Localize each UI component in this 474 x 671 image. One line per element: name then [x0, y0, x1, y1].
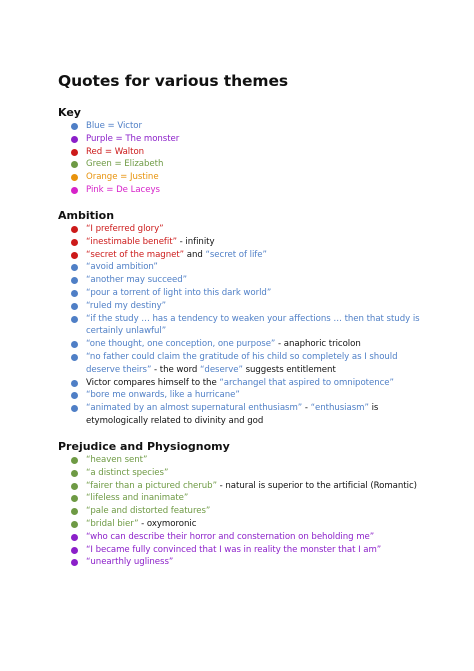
purple-bullet-icon: [71, 534, 78, 541]
list-item: [71, 518, 431, 531]
quote-text: Pink = De Laceys: [86, 184, 160, 195]
green-bullet-icon: [71, 483, 78, 490]
quote-text: “who can describe their horror and consternation on beholding me”: [86, 531, 375, 542]
quote-text: Red = Walton: [86, 146, 145, 157]
quote-text: “pale and distorted features”: [86, 506, 211, 517]
list-item: [71, 158, 431, 171]
list-item: [71, 556, 431, 569]
list-item: [71, 133, 431, 146]
quote-text: “secret of the magnet”: [86, 249, 185, 260]
list-item: [71, 261, 431, 274]
purple-bullet-icon: [71, 136, 78, 143]
list-item: [71, 274, 431, 287]
quote-text: “pour a torrent of light into this dark world”: [86, 287, 272, 298]
list-item: [71, 454, 431, 467]
blue-bullet-icon: [71, 316, 78, 323]
blue-bullet-icon: [71, 392, 78, 399]
blue-bullet-icon: [71, 264, 78, 271]
list-item: [71, 544, 431, 557]
green-bullet-icon: [71, 161, 78, 168]
quote-text: “bridal bier”: [86, 518, 139, 529]
blue-bullet-icon: [71, 290, 78, 297]
quote-text: “secret of life”: [205, 249, 267, 260]
list-item: [71, 505, 431, 518]
green-bullet-icon: [71, 521, 78, 528]
quote-text: “no father could claim the gratitude of his child so completely as I should deserve theirs”: [86, 351, 398, 375]
list-item: [71, 351, 431, 377]
list-item: [71, 402, 431, 428]
quote-text: Green = Elizabeth: [86, 159, 164, 170]
quote-text: “unearthly ugliness”: [86, 557, 174, 568]
list-item: [71, 146, 431, 159]
red-bullet-icon: [71, 239, 78, 246]
commentary-text: and: [184, 249, 206, 260]
page-title: Quotes for various themes: [58, 72, 289, 90]
purple-bullet-icon: [71, 547, 78, 554]
list-item: [71, 171, 431, 184]
quote-text: “lifeless and inanimate”: [86, 493, 189, 504]
quote-text: Purple = The monster: [86, 133, 180, 144]
section-heading-ambition: Ambition: [58, 209, 115, 222]
green-bullet-icon: [71, 495, 78, 502]
list-item: [71, 313, 431, 339]
list-item: [71, 531, 431, 544]
commentary-text: suggests entitlement: [242, 364, 336, 375]
commentary-text: - the word: [151, 364, 201, 375]
list-item: [71, 287, 431, 300]
commentary-text: - infinity: [176, 236, 215, 247]
list-item: [71, 389, 431, 402]
quote-text: “enthusiasm”: [310, 403, 369, 414]
commentary-text: - anaphoric tricolon: [275, 339, 361, 350]
quote-text: “bore me onwards, like a hurricane”: [86, 390, 240, 401]
quote-text: Orange = Justine: [86, 172, 159, 183]
list-item: [71, 338, 431, 351]
quote-text: “I preferred glory”: [86, 224, 164, 234]
list-item: [71, 492, 431, 505]
list-item: [71, 377, 431, 390]
quote-text: “ruled my destiny”: [86, 300, 167, 311]
quote-text: “a distinct species”: [86, 467, 169, 478]
quote-text: “archangel that aspired to omnipotence”: [219, 377, 394, 388]
blue-bullet-icon: [71, 303, 78, 310]
quote-text: “animated by an almost supernatural enthusiasm”: [86, 403, 303, 414]
blue-bullet-icon: [71, 380, 78, 387]
prejudice-list: [71, 454, 431, 569]
purple-bullet-icon: [71, 559, 78, 566]
green-bullet-icon: [71, 508, 78, 515]
list-item: [71, 300, 431, 313]
ambition-list: [71, 223, 431, 428]
quote-text: “I became fully convinced that I was in reality the monster that I am”: [86, 544, 382, 555]
quote-text: “another may succeed”: [86, 275, 188, 286]
blue-bullet-icon: [71, 354, 78, 361]
quote-text: “fairer than a pictured cherub”: [86, 480, 217, 491]
green-bullet-icon: [71, 457, 78, 464]
list-item: [71, 480, 431, 493]
commentary-text: Victor compares himself to the: [86, 377, 220, 388]
green-bullet-icon: [71, 470, 78, 477]
commentary-text: - natural is superior to the artificial (Romantic): [216, 480, 417, 491]
quote-text: “one thought, one conception, one purpose”: [86, 339, 276, 350]
quote-text: “heaven sent”: [86, 455, 148, 465]
list-item: [71, 223, 431, 236]
red-bullet-icon: [71, 252, 78, 259]
quote-text: “inestimable benefit”: [86, 236, 177, 247]
blue-bullet-icon: [71, 341, 78, 348]
list-item: [71, 184, 431, 197]
orange-bullet-icon: [71, 174, 78, 181]
quote-text: “deserve”: [200, 364, 243, 375]
commentary-text: -: [302, 403, 311, 414]
commentary-text: - oxymoronic: [138, 518, 197, 529]
blue-bullet-icon: [71, 405, 78, 412]
blue-bullet-icon: [71, 123, 78, 130]
section-heading-prejudice: Prejudice and Physiognomy: [58, 440, 230, 453]
quote-text: Blue = Victor: [86, 121, 142, 131]
key-list: [71, 120, 431, 197]
commentary-text: is etymologically related to divinity and god: [86, 403, 379, 426]
list-item: [71, 236, 431, 249]
list-item: [71, 249, 431, 262]
red-bullet-icon: [71, 226, 78, 233]
quote-text: “if the study … has a tendency to weaken your affections … then that study is certainly unlawful”: [86, 313, 420, 337]
list-item: [71, 467, 431, 480]
quote-text: “avoid ambition”: [86, 262, 158, 273]
list-item: [71, 120, 431, 133]
section-heading-key: Key: [58, 106, 81, 119]
blue-bullet-icon: [71, 277, 78, 284]
pink-bullet-icon: [71, 187, 78, 194]
red-bullet-icon: [71, 149, 78, 156]
